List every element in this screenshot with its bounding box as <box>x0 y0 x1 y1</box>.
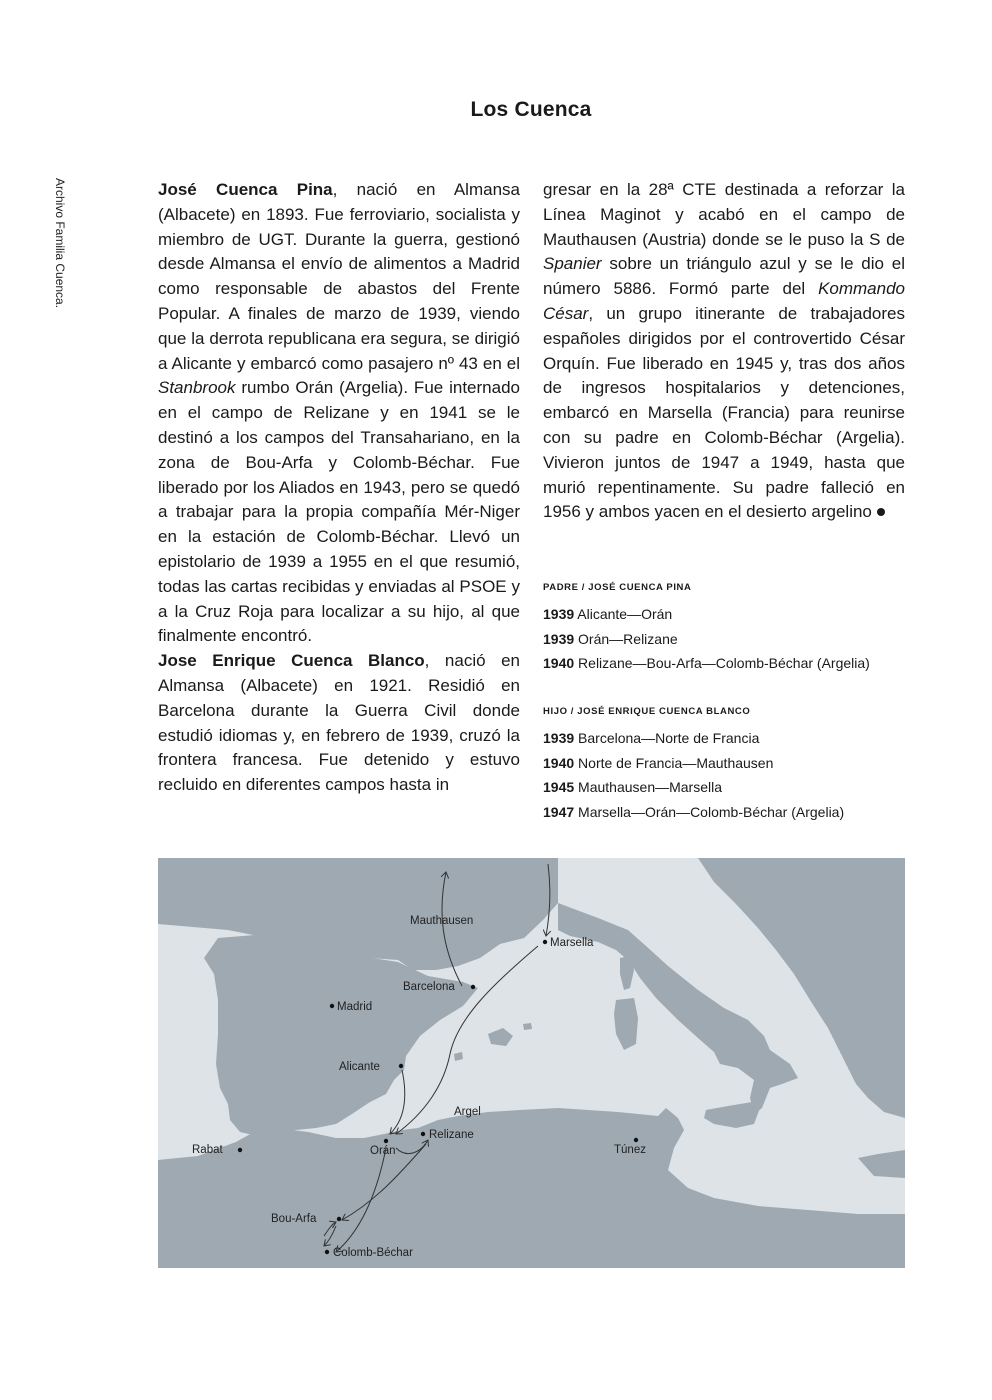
label-alicante: Alicante <box>339 1061 380 1073</box>
route-item <box>543 726 923 751</box>
label-barcelona: Barcelona <box>403 981 455 993</box>
dot-marsella <box>543 940 547 944</box>
dot-rabat <box>238 1148 242 1152</box>
route-text: Mauthausen—Marsella <box>578 779 723 795</box>
ship-name: Stanbrook <box>158 378 236 398</box>
label-bou-arfa: Bou-Arfa <box>271 1213 317 1225</box>
route-text: Barcelona—Norte de Francia <box>578 730 760 746</box>
name-jose-enrique-cuenca-blanco: Jose Enrique Cuenca Blanco <box>158 651 425 671</box>
dot-colomb-bechar <box>325 1250 329 1254</box>
dot-bou-arfa <box>337 1217 341 1221</box>
paragraph-text: , nació en Almansa (Albacete) en 1893. Fue ferroviario, socialista y miembro de UGT. Durante la guerra, gestionó desde Almansa el envío de alimentos a Madrid como responsable de abastos del Frente Popular. A finales de marzo de 1939, viendo que la derrota republicana era segura, se dirigió a Alicante y embarcó como pasajero nº 43 en el <box>158 180 520 373</box>
page-title: Los Cuenca <box>470 98 592 121</box>
label-relizane: Relizane <box>429 1129 474 1141</box>
name-jose-cuenca-pina: José Cuenca Pina <box>158 180 333 199</box>
label-rabat: Rabat <box>192 1144 223 1156</box>
route-map <box>158 858 905 1268</box>
paragraph-text: , un grupo itinerante de trabajadores españoles dirigidos por el controvertido César Orquín. Fue liberado en 1945 y, tras dos años de ingresos hospitalarios y detenciones, embarcó en Marsella (Francia) para reunirse con su padre en Colomb-Béchar (Argelia). Vivieron juntos de 1947 a 1949, hasta que murió repentinamente. Su padre falleció en 1956 y ambos yacen en el desierto argelino <box>543 303 905 522</box>
route-year: 1940 <box>543 754 575 771</box>
paragraph-jose-enrique-cuenca-blanco <box>158 649 520 798</box>
dot-oran <box>384 1139 388 1143</box>
paragraph-text: , nació en Almansa (Albacete) en 1921. Residió en Barcelona durante la Guerra Civil donde estudió idiomas y, en febrero de 1939, cruzó la frontera francesa. Fue detenido y estuvo recluido en diferentes campos hasta in <box>158 651 520 795</box>
route-year: 1947 <box>543 803 575 820</box>
route-year: 1939 <box>543 630 575 647</box>
term-kommando: Kommando César <box>543 279 905 323</box>
route-text: Relizane—Bou-Arfa—Colomb-Béchar (Argelia) <box>578 655 870 671</box>
paragraph-text: sobre un triángulo azul y se le dio el número 5886. Formó parte del <box>543 254 905 299</box>
dot-barcelona <box>471 985 475 989</box>
paragraph-jose-cuenca-pina <box>158 178 520 649</box>
land-menorca <box>523 1023 532 1030</box>
label-marsella: Marsella <box>550 937 594 949</box>
paragraph-text: rumbo Orán (Argelia). Fue internado en el campo de Relizane y en 1941 se le destinó a los campos del Transahariano, en la zona de Bou-Arfa y Colomb-Béchar. Fue liberado por los Aliados en 1943, pero se quedó a trabajar para la propia compañía Mér-Niger en la estación de Colomb-Béchar. Llevó un epistolario de 1939 a 1955 en el que resumió, todas las cartas recibidas y enviadas al PSOE y a la Cruz Roja para localizar a su hijo, al que finalmente encontró. <box>158 378 520 646</box>
route-text: Orán—Relizane <box>578 630 678 647</box>
route-text: Marsella—Orán—Colomb-Béchar (Argelia) <box>578 803 845 820</box>
label-colomb-bechar: Colomb-Béchar <box>333 1247 413 1259</box>
map-svg <box>158 858 905 1268</box>
label-mauthausen: Mauthausen <box>410 915 474 927</box>
route-year: 1945 <box>543 779 575 795</box>
route-text: Norte de Francia—Mauthausen <box>578 754 774 771</box>
label-tunez: Túnez <box>614 1144 646 1156</box>
routes-padre-heading: PADRE / JOSÉ CUENCA PINA <box>543 582 692 593</box>
route-item <box>543 627 923 652</box>
paragraph-text: gresar en la 28ª CTE destinada a reforzar la Línea Maginot y acabó en el campo de Mauthausen (Austria) donde se le puso la S de <box>543 180 905 249</box>
dot-relizane <box>421 1132 425 1136</box>
term-spanier: Spanier <box>543 254 602 274</box>
text-column-right <box>543 178 905 525</box>
route-item <box>543 602 923 627</box>
route-item <box>543 751 923 776</box>
dot-tunez <box>634 1138 638 1142</box>
label-oran: Orán <box>370 1145 396 1157</box>
paragraph-continuation <box>543 178 905 525</box>
route-item <box>543 775 923 800</box>
routes-hijo-heading: HIJO / JOSÉ ENRIQUE CUENCA BLANCO <box>543 706 751 717</box>
end-mark-icon <box>877 508 885 516</box>
routes-hijo <box>543 706 923 824</box>
route-year: 1940 <box>543 655 575 671</box>
route-year: 1939 <box>543 730 575 746</box>
route-item <box>543 800 923 825</box>
dot-madrid <box>330 1004 334 1008</box>
text-column-left <box>158 178 520 798</box>
routes-padre <box>543 582 923 676</box>
label-madrid: Madrid <box>337 1001 373 1013</box>
photo-credit: Archivo Familia Cuenca. <box>53 178 67 309</box>
route-text: Alicante—Orán <box>577 606 673 622</box>
route-year: 1939 <box>543 606 575 622</box>
route-item <box>543 651 923 676</box>
dot-alicante <box>399 1064 403 1068</box>
label-argel: Argel <box>454 1106 481 1118</box>
